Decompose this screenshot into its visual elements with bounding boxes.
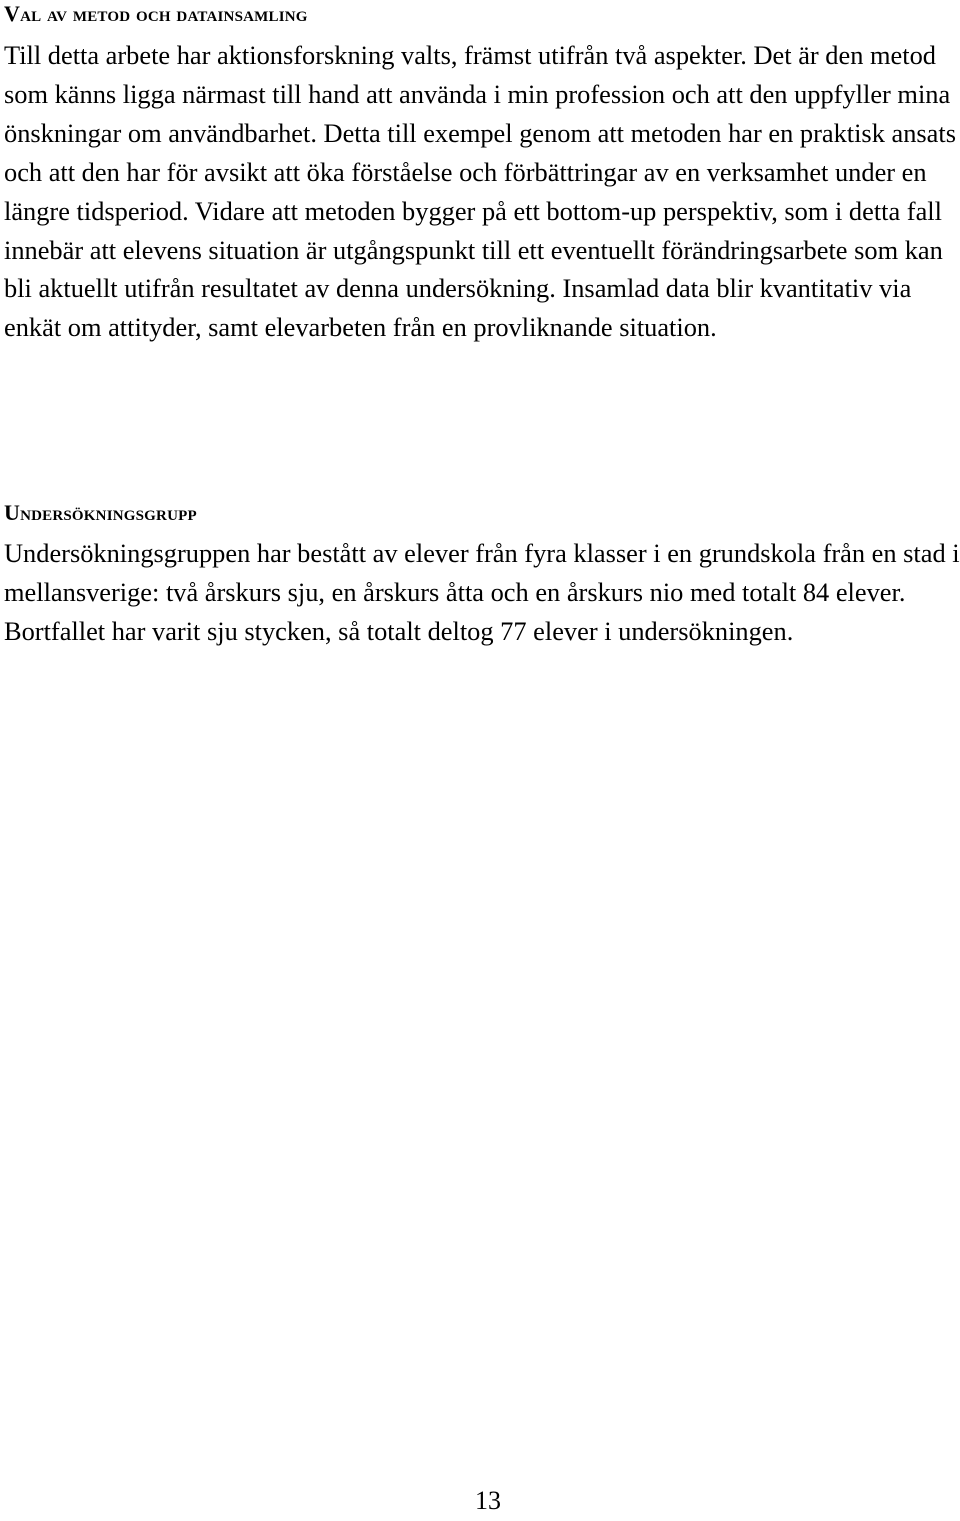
section-heading-study-group: Undersökningsgrupp xyxy=(4,500,197,525)
section-heading-method: Val av metod och datainsamling xyxy=(4,1,308,26)
page-number: 13 xyxy=(475,1486,501,1515)
section-paragraph-method: Till detta arbete har aktionsforskning valts, främst utifrån två aspekter. Det är den metod som känns ligga närmast till hand att använda i min profession och att den uppfyller mina önskningar om användbarhet. Detta till exempel genom att metoden har en praktisk ansats och att den har för avsikt att öka förståelse och förbättringar av en verksamhet under en längre tidsperiod. Vidare att metoden bygger på ett bottom-up perspektiv, som i detta fall innebär att elevens situation är utgångspunkt till ett eventuellt förändringsarbete som kan bli aktuellt utifrån resultatet av denna undersökning. Insamlad data blir kvantitativ via enkät om attityder, samt elevarbeten från en provliknande situation. xyxy=(4,40,956,343)
section-paragraph-study-group: Undersökningsgruppen har bestått av elever från fyra klasser i en grundskola från en stad i mellansverige: två årskurs sju, en årskurs åtta och en årskurs nio med totalt 84 elever. Bortfallet har varit sju stycken, så totalt deltog 77 elever i undersökningen. xyxy=(4,538,960,646)
